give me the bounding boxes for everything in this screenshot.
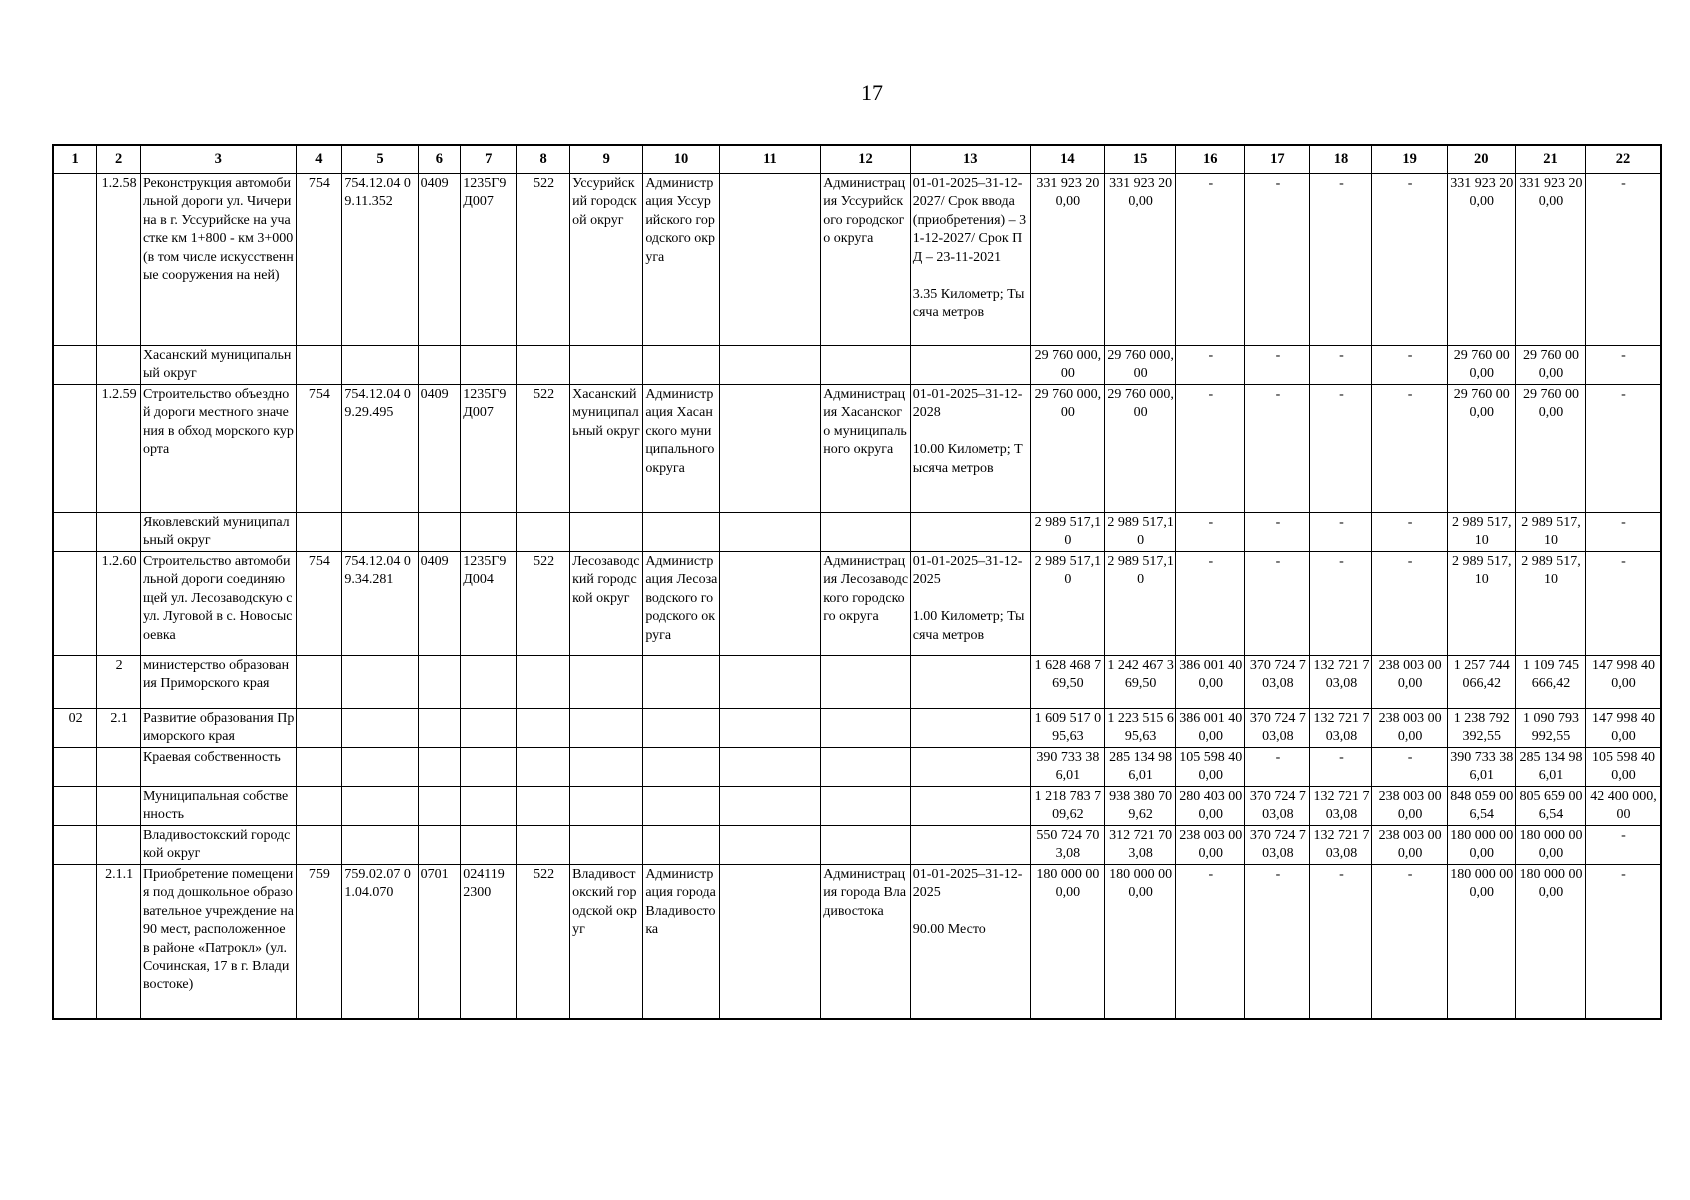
table-row <box>53 825 1661 864</box>
cell-col-19: 238 003 000,00 <box>1372 655 1447 708</box>
cell-col-16: - <box>1176 551 1245 655</box>
column-header-17: 17 <box>1245 145 1310 174</box>
cell-col-15: 1 242 467 369,50 <box>1105 655 1176 708</box>
cell-col-8 <box>517 786 570 825</box>
cell-col-21: 2 989 517,10 <box>1515 551 1585 655</box>
cell-col-11 <box>719 346 821 385</box>
cell-col-13 <box>910 708 1030 747</box>
cell-col-11 <box>719 655 821 708</box>
cell-col-5 <box>342 346 418 385</box>
cell-col-7: 024119 2300 <box>461 864 517 1019</box>
cell-col-4 <box>296 655 342 708</box>
cell-col-18: 132 721 703,08 <box>1310 786 1372 825</box>
cell-col-7 <box>461 747 517 786</box>
cell-col-7 <box>461 825 517 864</box>
cell-col-6: 0409 <box>418 174 461 346</box>
cell-col-5 <box>342 512 418 551</box>
cell-col-18: - <box>1310 346 1372 385</box>
cell-col-1 <box>53 864 97 1019</box>
cell-col-19: - <box>1372 512 1447 551</box>
cell-col-6: 0701 <box>418 864 461 1019</box>
cell-col-11 <box>719 512 821 551</box>
cell-col-20: 2 989 517,10 <box>1447 551 1515 655</box>
cell-col-2: 1.2.60 <box>97 551 141 655</box>
cell-col-9 <box>570 708 643 747</box>
cell-col-9 <box>570 655 643 708</box>
table-row <box>53 864 1661 1019</box>
cell-col-12: Администрация Лесозаводского городского округа <box>821 551 911 655</box>
cell-col-1 <box>53 825 97 864</box>
column-header-8: 8 <box>517 145 570 174</box>
cell-col-6 <box>418 825 461 864</box>
cell-col-19: 238 003 000,00 <box>1372 786 1447 825</box>
cell-col-2 <box>97 512 141 551</box>
cell-col-15: 331 923 200,00 <box>1105 174 1176 346</box>
cell-col-20: 1 257 744 066,42 <box>1447 655 1515 708</box>
cell-col-10 <box>643 747 719 786</box>
cell-col-2: 2 <box>97 655 141 708</box>
table-row <box>53 346 1661 385</box>
table-row <box>53 384 1661 512</box>
column-header-14: 14 <box>1030 145 1104 174</box>
cell-col-10: Администрация Лесозаводского городского округа <box>643 551 719 655</box>
cell-col-4 <box>296 346 342 385</box>
cell-col-4 <box>296 708 342 747</box>
cell-col-13 <box>910 655 1030 708</box>
cell-col-14: 180 000 000,00 <box>1030 864 1104 1019</box>
cell-col-7 <box>461 708 517 747</box>
cell-col-9: Уссурийский городской округ <box>570 174 643 346</box>
column-header-12: 12 <box>821 145 911 174</box>
cell-col-5: 754.12.04 09.34.281 <box>342 551 418 655</box>
cell-col-19: - <box>1372 384 1447 512</box>
cell-col-17: - <box>1245 346 1310 385</box>
cell-col-3: Владивостокский городской округ <box>140 825 296 864</box>
cell-col-19: - <box>1372 747 1447 786</box>
cell-col-8 <box>517 512 570 551</box>
cell-col-22: 147 998 400,00 <box>1586 708 1661 747</box>
cell-col-9 <box>570 346 643 385</box>
cell-col-19: - <box>1372 174 1447 346</box>
cell-col-18: 132 721 703,08 <box>1310 825 1372 864</box>
cell-col-14: 550 724 703,08 <box>1030 825 1104 864</box>
cell-col-4: 754 <box>296 384 342 512</box>
cell-col-17: - <box>1245 551 1310 655</box>
page-number: 17 <box>861 80 883 105</box>
cell-col-5: 754.12.04 09.29.495 <box>342 384 418 512</box>
cell-col-3: Строительство объездной дороги местного значения в обход морского курорта <box>140 384 296 512</box>
cell-col-9 <box>570 512 643 551</box>
cell-col-5 <box>342 825 418 864</box>
cell-col-18: - <box>1310 174 1372 346</box>
cell-col-4: 754 <box>296 551 342 655</box>
cell-col-2 <box>97 346 141 385</box>
cell-col-20: 848 059 006,54 <box>1447 786 1515 825</box>
cell-col-4: 754 <box>296 174 342 346</box>
cell-col-12 <box>821 747 911 786</box>
cell-col-21: 180 000 000,00 <box>1515 825 1585 864</box>
cell-col-3: Хасанский муниципальный округ <box>140 346 296 385</box>
cell-col-15: 312 721 703,08 <box>1105 825 1176 864</box>
cell-col-10 <box>643 346 719 385</box>
cell-col-16: 386 001 400,00 <box>1176 655 1245 708</box>
cell-col-10: Администрация Уссурийского городского округа <box>643 174 719 346</box>
cell-col-7 <box>461 346 517 385</box>
cell-col-1 <box>53 174 97 346</box>
cell-col-14: 390 733 386,01 <box>1030 747 1104 786</box>
cell-col-6 <box>418 708 461 747</box>
cell-col-19: 238 003 000,00 <box>1372 825 1447 864</box>
cell-col-13 <box>910 786 1030 825</box>
table-row <box>53 747 1661 786</box>
cell-col-12: Администрация города Владивостока <box>821 864 911 1019</box>
cell-col-13 <box>910 512 1030 551</box>
cell-col-10: Администрация города Владивостока <box>643 864 719 1019</box>
cell-col-5 <box>342 747 418 786</box>
cell-col-22: 105 598 400,00 <box>1586 747 1661 786</box>
cell-col-14: 2 989 517,10 <box>1030 551 1104 655</box>
cell-col-22: - <box>1586 512 1661 551</box>
cell-col-17: - <box>1245 512 1310 551</box>
cell-col-3: Муниципальная собственность <box>140 786 296 825</box>
cell-col-7 <box>461 786 517 825</box>
cell-col-8 <box>517 655 570 708</box>
cell-col-18: - <box>1310 384 1372 512</box>
cell-col-8: 522 <box>517 384 570 512</box>
cell-col-12 <box>821 346 911 385</box>
cell-col-21: 29 760 000,00 <box>1515 384 1585 512</box>
cell-col-16: - <box>1176 346 1245 385</box>
header-row <box>53 145 1661 174</box>
cell-col-20: 180 000 000,00 <box>1447 825 1515 864</box>
cell-col-16: 386 001 400,00 <box>1176 708 1245 747</box>
column-header-18: 18 <box>1310 145 1372 174</box>
cell-col-12 <box>821 825 911 864</box>
cell-col-21: 2 989 517,10 <box>1515 512 1585 551</box>
cell-col-12 <box>821 655 911 708</box>
cell-col-4: 759 <box>296 864 342 1019</box>
cell-col-14: 1 609 517 095,63 <box>1030 708 1104 747</box>
cell-col-17: 370 724 703,08 <box>1245 786 1310 825</box>
cell-col-3: Развитие образования Приморского края <box>140 708 296 747</box>
cell-col-3: Яковлевский муниципальный округ <box>140 512 296 551</box>
cell-col-20: 1 238 792 392,55 <box>1447 708 1515 747</box>
cell-col-12 <box>821 512 911 551</box>
column-header-6: 6 <box>418 145 461 174</box>
cell-col-9 <box>570 786 643 825</box>
cell-col-9 <box>570 825 643 864</box>
cell-col-15: 938 380 709,62 <box>1105 786 1176 825</box>
cell-col-10 <box>643 512 719 551</box>
cell-col-17: - <box>1245 747 1310 786</box>
cell-col-20: 331 923 200,00 <box>1447 174 1515 346</box>
cell-col-19: 238 003 000,00 <box>1372 708 1447 747</box>
cell-col-13 <box>910 825 1030 864</box>
cell-col-5 <box>342 708 418 747</box>
cell-col-17: - <box>1245 174 1310 346</box>
cell-col-21: 29 760 000,00 <box>1515 346 1585 385</box>
cell-col-1 <box>53 786 97 825</box>
column-header-19: 19 <box>1372 145 1447 174</box>
cell-col-6 <box>418 786 461 825</box>
cell-col-8: 522 <box>517 174 570 346</box>
cell-col-13 <box>910 346 1030 385</box>
cell-col-14: 29 760 000,00 <box>1030 384 1104 512</box>
cell-col-15: 285 134 986,01 <box>1105 747 1176 786</box>
table-row <box>53 786 1661 825</box>
cell-col-3: министерство образования Приморского края <box>140 655 296 708</box>
cell-col-1 <box>53 655 97 708</box>
cell-col-11 <box>719 708 821 747</box>
cell-col-13: 01-01-2025–31-12-2025 90.00 Место <box>910 864 1030 1019</box>
cell-col-18: - <box>1310 864 1372 1019</box>
cell-col-22: - <box>1586 384 1661 512</box>
cell-col-17: - <box>1245 864 1310 1019</box>
cell-col-10: Администрация Хасанского муниципального округа <box>643 384 719 512</box>
cell-col-21: 805 659 006,54 <box>1515 786 1585 825</box>
cell-col-11 <box>719 384 821 512</box>
cell-col-9: Хасанский муниципальный округ <box>570 384 643 512</box>
cell-col-5: 754.12.04 09.11.352 <box>342 174 418 346</box>
column-header-9: 9 <box>570 145 643 174</box>
cell-col-2 <box>97 786 141 825</box>
cell-col-16: 238 003 000,00 <box>1176 825 1245 864</box>
cell-col-5 <box>342 786 418 825</box>
cell-col-9: Владивостокский городской округ <box>570 864 643 1019</box>
cell-col-22: - <box>1586 825 1661 864</box>
cell-col-20: 29 760 000,00 <box>1447 384 1515 512</box>
cell-col-22: - <box>1586 864 1661 1019</box>
cell-col-3: Реконструкция автомобильной дороги ул. Чичерина в г. Уссурийске на участке км 1+800 - км 3+000 (в том числе искусственные сооружения на ней) <box>140 174 296 346</box>
cell-col-20: 29 760 000,00 <box>1447 346 1515 385</box>
column-header-11: 11 <box>719 145 821 174</box>
cell-col-1 <box>53 346 97 385</box>
cell-col-9: Лесозаводский городской округ <box>570 551 643 655</box>
cell-col-15: 2 989 517,10 <box>1105 551 1176 655</box>
budget-table <box>52 144 1662 1020</box>
cell-col-15: 29 760 000,00 <box>1105 384 1176 512</box>
table-body <box>53 174 1661 1020</box>
cell-col-10 <box>643 825 719 864</box>
column-header-4: 4 <box>296 145 342 174</box>
column-header-10: 10 <box>643 145 719 174</box>
cell-col-22: 42 400 000,00 <box>1586 786 1661 825</box>
cell-col-11 <box>719 174 821 346</box>
cell-col-18: 132 721 703,08 <box>1310 708 1372 747</box>
column-header-2: 2 <box>97 145 141 174</box>
cell-col-4 <box>296 512 342 551</box>
cell-col-17: 370 724 703,08 <box>1245 708 1310 747</box>
cell-col-8: 522 <box>517 864 570 1019</box>
cell-col-8 <box>517 346 570 385</box>
cell-col-20: 180 000 000,00 <box>1447 864 1515 1019</box>
cell-col-15: 29 760 000,00 <box>1105 346 1176 385</box>
cell-col-14: 29 760 000,00 <box>1030 346 1104 385</box>
cell-col-3: Строительство автомобильной дороги соединяющей ул. Лесозаводскую с ул. Луговой в с. Новосысоевка <box>140 551 296 655</box>
cell-col-2 <box>97 825 141 864</box>
cell-col-14: 1 218 783 709,62 <box>1030 786 1104 825</box>
cell-col-16: 105 598 400,00 <box>1176 747 1245 786</box>
cell-col-2 <box>97 747 141 786</box>
table-row <box>53 551 1661 655</box>
cell-col-21: 1 109 745 666,42 <box>1515 655 1585 708</box>
cell-col-1 <box>53 551 97 655</box>
column-header-22: 22 <box>1586 145 1661 174</box>
cell-col-4 <box>296 825 342 864</box>
cell-col-8 <box>517 747 570 786</box>
cell-col-14: 2 989 517,10 <box>1030 512 1104 551</box>
cell-col-2: 2.1.1 <box>97 864 141 1019</box>
cell-col-15: 180 000 000,00 <box>1105 864 1176 1019</box>
cell-col-11 <box>719 747 821 786</box>
column-header-21: 21 <box>1515 145 1585 174</box>
cell-col-4 <box>296 786 342 825</box>
cell-col-15: 1 223 515 695,63 <box>1105 708 1176 747</box>
cell-col-8 <box>517 825 570 864</box>
cell-col-10 <box>643 786 719 825</box>
cell-col-19: - <box>1372 346 1447 385</box>
cell-col-9 <box>570 747 643 786</box>
cell-col-22: - <box>1586 174 1661 346</box>
cell-col-21: 285 134 986,01 <box>1515 747 1585 786</box>
column-header-1: 1 <box>53 145 97 174</box>
cell-col-21: 1 090 793 992,55 <box>1515 708 1585 747</box>
cell-col-1: 02 <box>53 708 97 747</box>
cell-col-1 <box>53 384 97 512</box>
cell-col-6 <box>418 512 461 551</box>
cell-col-19: - <box>1372 864 1447 1019</box>
cell-col-17: 370 724 703,08 <box>1245 655 1310 708</box>
cell-col-16: - <box>1176 174 1245 346</box>
cell-col-13: 01-01-2025–31-12-2025 1.00 Километр; Тысяча метров <box>910 551 1030 655</box>
cell-col-14: 331 923 200,00 <box>1030 174 1104 346</box>
cell-col-17: 370 724 703,08 <box>1245 825 1310 864</box>
cell-col-11 <box>719 825 821 864</box>
cell-col-22: - <box>1586 346 1661 385</box>
cell-col-7 <box>461 655 517 708</box>
cell-col-7: 1235Г9 Д007 <box>461 174 517 346</box>
cell-col-16: - <box>1176 384 1245 512</box>
cell-col-22: - <box>1586 551 1661 655</box>
cell-col-12 <box>821 786 911 825</box>
table-header <box>53 145 1661 174</box>
column-header-16: 16 <box>1176 145 1245 174</box>
cell-col-16: - <box>1176 864 1245 1019</box>
cell-col-13: 01-01-2025–31-12-2028 10.00 Километр; Тысяча метров <box>910 384 1030 512</box>
cell-col-12: Администрация Уссурийского городского округа <box>821 174 911 346</box>
cell-col-8: 522 <box>517 551 570 655</box>
column-header-13: 13 <box>910 145 1030 174</box>
cell-col-19: - <box>1372 551 1447 655</box>
cell-col-16: 280 403 000,00 <box>1176 786 1245 825</box>
cell-col-12: Администрация Хасанского муниципального округа <box>821 384 911 512</box>
column-header-5: 5 <box>342 145 418 174</box>
cell-col-10 <box>643 655 719 708</box>
column-header-7: 7 <box>461 145 517 174</box>
cell-col-18: - <box>1310 512 1372 551</box>
cell-col-2: 2.1 <box>97 708 141 747</box>
cell-col-20: 2 989 517,10 <box>1447 512 1515 551</box>
table-row <box>53 174 1661 346</box>
column-header-15: 15 <box>1105 145 1176 174</box>
cell-col-1 <box>53 747 97 786</box>
table-row <box>53 655 1661 708</box>
cell-col-11 <box>719 864 821 1019</box>
cell-col-11 <box>719 551 821 655</box>
column-header-3: 3 <box>140 145 296 174</box>
cell-col-7 <box>461 512 517 551</box>
cell-col-2: 1.2.59 <box>97 384 141 512</box>
cell-col-21: 331 923 200,00 <box>1515 174 1585 346</box>
cell-col-11 <box>719 786 821 825</box>
cell-col-13 <box>910 747 1030 786</box>
cell-col-18: 132 721 703,08 <box>1310 655 1372 708</box>
cell-col-6: 0409 <box>418 551 461 655</box>
cell-col-3: Краевая собственность <box>140 747 296 786</box>
cell-col-6: 0409 <box>418 384 461 512</box>
column-header-20: 20 <box>1447 145 1515 174</box>
cell-col-6 <box>418 346 461 385</box>
cell-col-17: - <box>1245 384 1310 512</box>
cell-col-1 <box>53 512 97 551</box>
cell-col-5: 759.02.07 01.04.070 <box>342 864 418 1019</box>
cell-col-10 <box>643 708 719 747</box>
cell-col-20: 390 733 386,01 <box>1447 747 1515 786</box>
cell-col-5 <box>342 655 418 708</box>
cell-col-6 <box>418 655 461 708</box>
cell-col-2: 1.2.58 <box>97 174 141 346</box>
cell-col-4 <box>296 747 342 786</box>
cell-col-12 <box>821 708 911 747</box>
cell-col-18: - <box>1310 551 1372 655</box>
cell-col-7: 1235Г9 Д004 <box>461 551 517 655</box>
cell-col-8 <box>517 708 570 747</box>
cell-col-14: 1 628 468 769,50 <box>1030 655 1104 708</box>
cell-col-3: Приобретение помещения под дошкольное образовательное учреждение на 90 мест, расположенное в районе «Патрокл» (ул. Сочинская, 17 в г. Владивостоке) <box>140 864 296 1019</box>
cell-col-22: 147 998 400,00 <box>1586 655 1661 708</box>
cell-col-7: 1235Г9 Д007 <box>461 384 517 512</box>
cell-col-13: 01-01-2025–31-12-2027/ Срок ввода (приобретения) – 31-12-2027/ Срок ПД – 23-11-2021 3.35 Километр; Тысяча метров <box>910 174 1030 346</box>
cell-col-18: - <box>1310 747 1372 786</box>
table-row <box>53 512 1661 551</box>
cell-col-16: - <box>1176 512 1245 551</box>
cell-col-21: 180 000 000,00 <box>1515 864 1585 1019</box>
cell-col-15: 2 989 517,10 <box>1105 512 1176 551</box>
table-row <box>53 708 1661 747</box>
cell-col-6 <box>418 747 461 786</box>
